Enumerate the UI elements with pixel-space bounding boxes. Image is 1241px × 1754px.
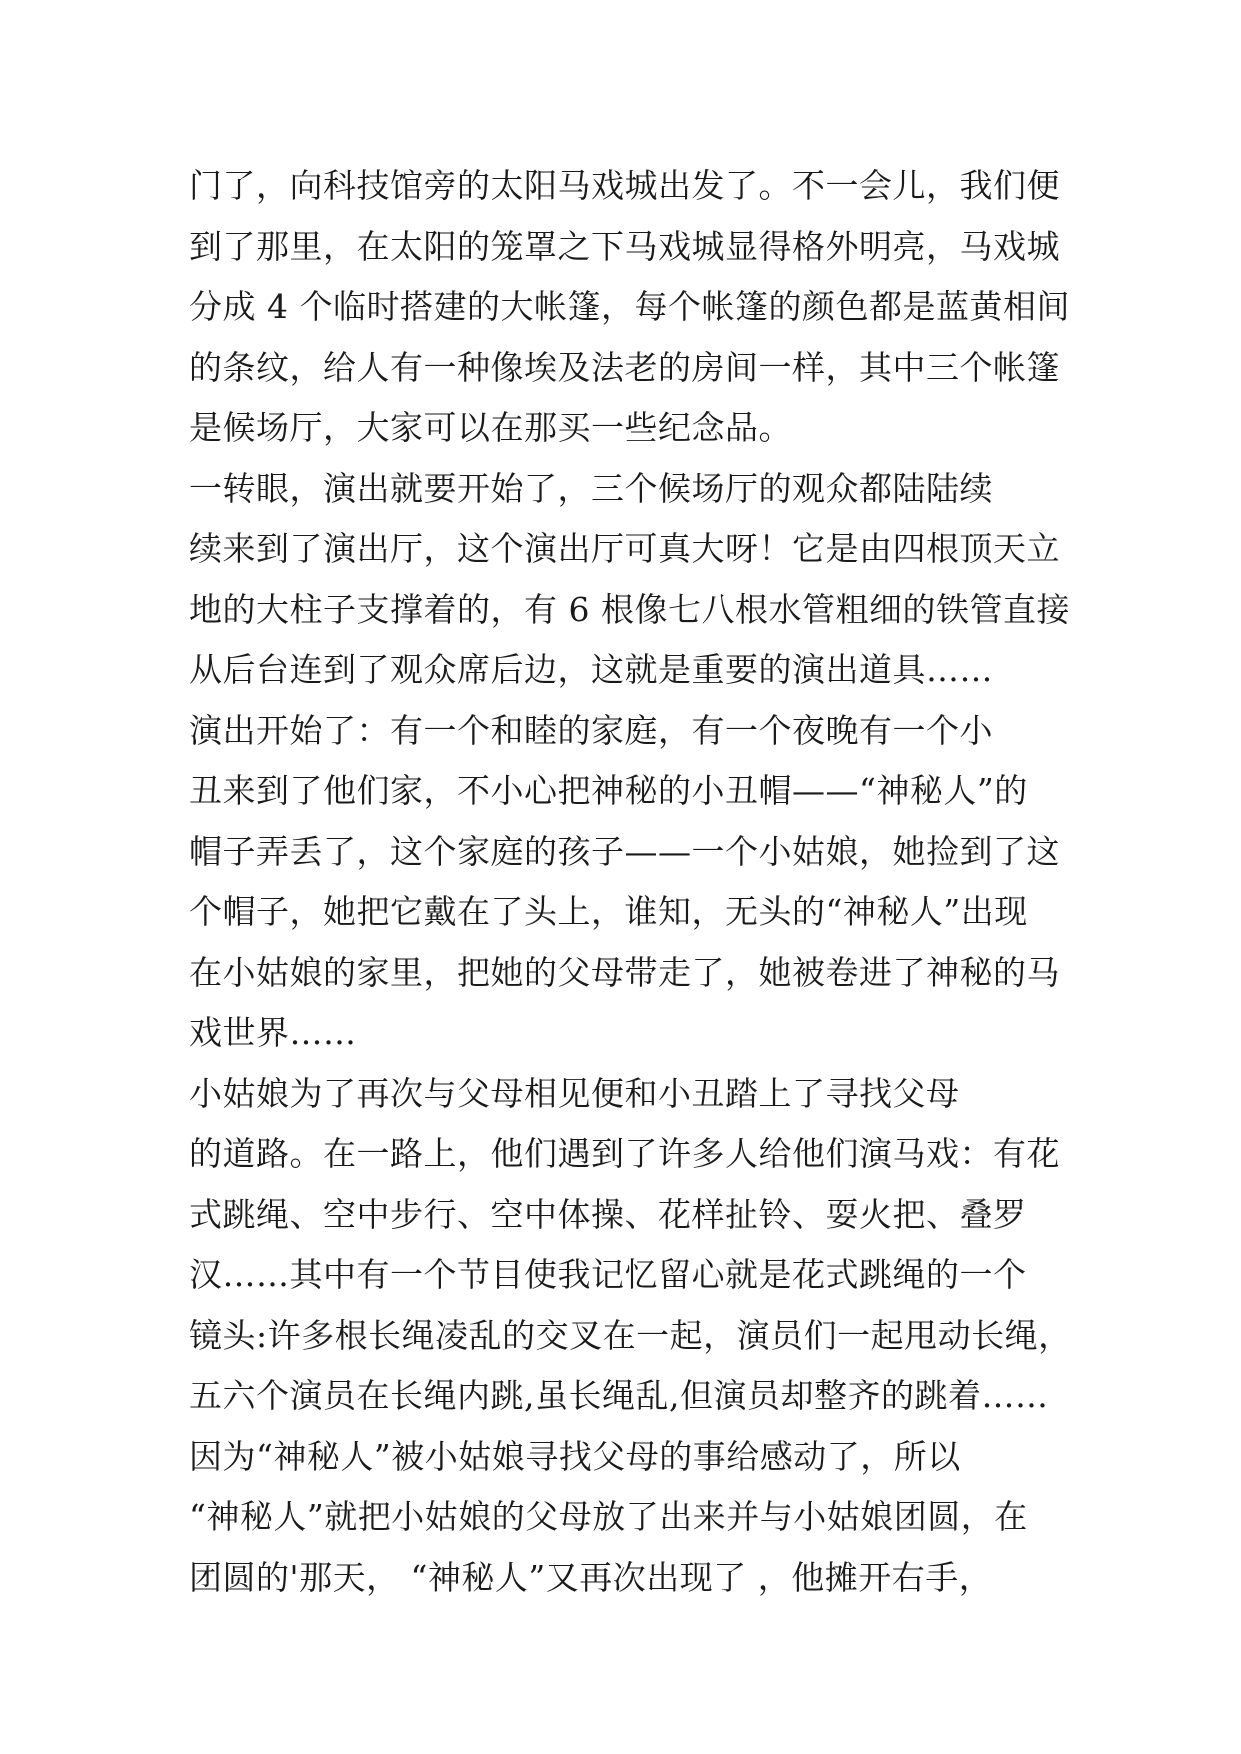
text-line: 的道路。在一路上，他们遇到了许多人给他们演马戏：有花: [189, 1134, 1060, 1173]
text-line: 从后台连到了观众席后边，这就是重要的演出道具……: [189, 650, 993, 689]
text-line: “神秘人”就把小姑娘的父母放了出来并与小姑娘团圆，在: [189, 1497, 1028, 1536]
text-line: 演出开始了：有一个和睦的家庭，有一个夜晚有一个小: [189, 710, 993, 750]
document-body: [189, 156, 1072, 1608]
text-line: 续来到了演出厅，这个演出厅可真大呀！它是由四根顶天立: [189, 529, 1060, 568]
text-line: 分成 4 个临时搭建的大帐篷，每个帐篷的颜色都是蓝黄相间: [189, 287, 1070, 326]
text-line: 的条纹，给人有一种像埃及法老的房间一样，其中三个帐篷: [189, 347, 1060, 387]
text-line: 个帽子，她把它戴在了头上，谁知，无头的“神秘人”出现: [189, 892, 1028, 931]
text-line: 五六个演员在长绳内跳,虽长绳乱,但演员却整齐的跳着……: [189, 1376, 1049, 1415]
text-line: 小姑娘为了再次与父母相见便和小丑踏上了寻找父母: [189, 1073, 960, 1113]
text-line: 团圆的'那天， “神秘人”又再次出现了 ，他摊开右手，: [189, 1557, 993, 1597]
text-line: 到了那里，在太阳的笼罩之下马戏城显得格外明亮，马戏城: [189, 226, 1060, 266]
text-line: 丑来到了他们家，不小心把神秘的小丑帽——“神秘人”的: [189, 771, 1028, 810]
text-line: 戏世界……: [189, 1013, 357, 1052]
text-line: 镜头:许多根长绳凌乱的交叉在一起，演员们一起甩动长绳，: [189, 1315, 1072, 1355]
text-line: 一转眼，演出就要开始了，三个候场厅的观众都陆陆续: [189, 468, 993, 508]
text-line: 地的大柱子支撑着的，有 6 根像七八根水管粗细的铁管直接: [189, 589, 1070, 629]
text-line: 在小姑娘的家里，把她的父母带走了，她被卷进了神秘的马: [189, 952, 1060, 992]
text-line: 是候场厅，大家可以在那买一些纪念品。: [189, 408, 792, 447]
text-line: 汉……其中有一个节目使我记忆留心就是花式跳绳的一个: [189, 1255, 1027, 1294]
text-line: 门了，向科技馆旁的太阳马戏城出发了。不一会儿，我们便: [189, 166, 1060, 205]
text-line: 因为“神秘人”被小姑娘寻找父母的事给感动了，所以: [189, 1436, 961, 1476]
text-line: 式跳绳、空中步行、空中体操、花样扯铃、耍火把、叠罗: [189, 1194, 1027, 1234]
text-line: 帽子弄丢了，这个家庭的孩子——一个小姑娘，她捡到了这: [189, 831, 1060, 871]
